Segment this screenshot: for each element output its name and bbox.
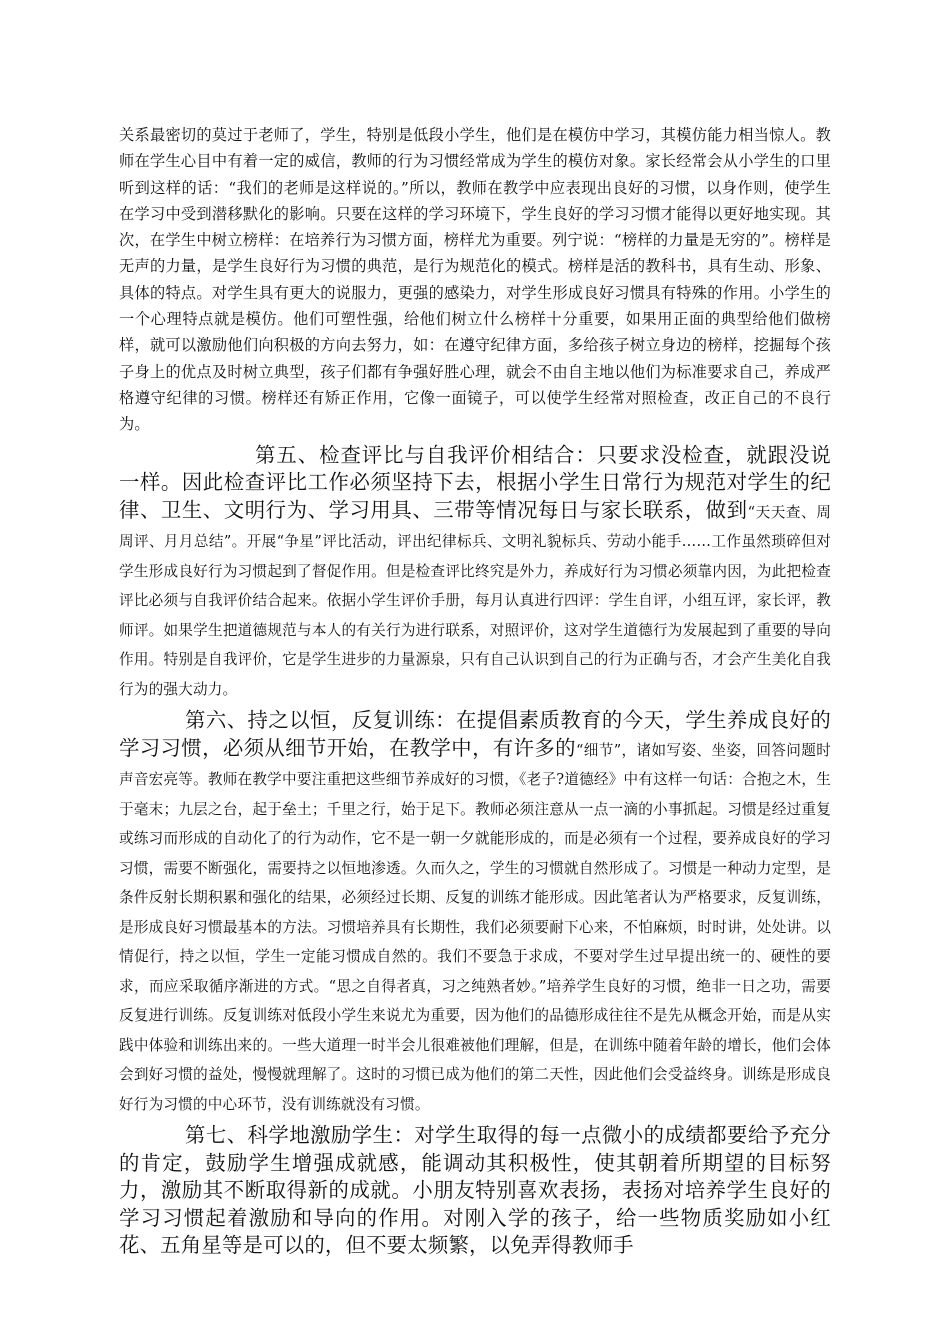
document-page (119, 122, 831, 1260)
section-5-body-text: “天天查、周周评、月月总结”。开展“争星”评比活动，评出纪律标兵、文明礼貌标兵、劳动小能手……工作虽然琐碎但对学生形成良好行为习惯起到了督促作用。但是检查评比终究是外力，养成好行为习惯必须靠内因，为此把检查评比必须与自我评价结合起来。依据小学生评价手册，每月认真进行四评：学生自评，小组互评，家长评，教师评。如果学生把道德规范与本人的有关行为进行联系，对照评价，这对学生道德行为发展起到了重要的导向作用。特别是自我评价，它是学生进步的力量源泉，只有自己认识到自己的行为正确与否，才会产生美化自我行为的强大动力。 (119, 503, 831, 698)
section-6-heading-text: 第六、持之以恒，反复训练：在提倡素质教育的今天，学生养成良好的学习习惯，必须从细节开始，在教学中，有许多的 (119, 708, 831, 760)
paragraph-section-7: 第七、科学地激励学生：对学生取得的每一点微小的成绩都要给予充分的肯定，鼓励学生增强成就感，能调动其积极性，使其朝着所期望的目标努力，激励其不断取得新的成就。小朋友特别喜欢表扬，表扬对培养学生良好的学习习惯起着激励和导向的作用。对刚入学的孩子，给一些物质奖励如小红花、五角星等是可以的，但不要太频繁，以免弄得教师手 (119, 1123, 831, 1258)
section-5-heading-text: 第五、检查评比与自我评价相结合：只要求没检查，就跟没说一样。因此检查评比工作必须坚持下去，根据小学生日常行为规范对学生的纪律、卫生、文明行为、学习用具、三带等情况每日与家长联系，做到 (119, 442, 831, 522)
section-6-body-text: “细节”，诸如写姿、坐姿，回答问题时声音宏亮等。教师在教学中要注重把这些细节养成好的习惯，《老子?道德经》中有这样一句话：合抱之木，生于毫末；九层之台，起于垒土；千里之行，始于足下。教师必须注意从一点一滴的小事抓起。习惯是经过重复或练习而形成的自动化了的行为动作，它不是一朝一夕就能形成的，而是必须有一个过程，要养成良好的学习习惯，需要不断强化，需要持之以恒地渗透。久而久之，学生的习惯就自然形成了。习惯是一种动力定型，是条件反射长期积累和强化的结果，必须经过长期、反复的训练才能形成。因此笔者认为严格要求，反复训练，是形成良好习惯最基本的方法。习惯培养具有长期性，我们必须要耐下心来，不怕麻烦，时时讲，处处讲。以情促行，持之以恒，学生一定能习惯成自然的。我们不要急于求成，不要对学生过早提出统一的、硬性的要求，而应采取循序渐进的方式。“思之自得者真，习之纯熟者妙。”培养学生良好的习惯，绝非一日之功，需要反复进行训练。反复训练对低段小学生来说尤为重要，因为他们的品德形成往往不是先从概念开始，而是从实践中体验和训练出来的。一些大道理一时半会儿很难被他们理解，但是，在训练中随着年龄的增长，他们会体会到好习惯的益处，慢慢就理解了。这时的习惯已成为他们的第二天性，因此他们会受益终身。训练是形成良好行为习惯的中心环节，没有训练就没有习惯。 (119, 741, 831, 1113)
paragraph-section-6 (119, 707, 831, 1118)
paragraph-section-5 (119, 442, 831, 704)
paragraph-role-models: 关系最密切的莫过于老师了，学生，特别是低段小学生，他们是在模仿中学习，其模仿能力相当惊人。教师在学生心目中有着一定的威信，教师的行为习惯经常成为学生的模仿对象。家长经常会从小学生的口里听到这样的话：“我们的老师是这样说的。”所以，教师在教学中应表现出良好的习惯，以身作则，使学生在学习中受到潜移默化的影响。只要在这样的学习环境下，学生良好的学习习惯才能得以更好地实现。其次，在学生中树立榜样：在培养行为习惯方面，榜样尤为重要。列宁说：“榜样的力量是无穷的”。榜样是无声的力量，是学生良好行为习惯的典范，是行为规范化的模式。榜样是活的教科书，具有生动、形象、具体的特点。对学生具有更大的说服力，更强的感染力，对学生形成良好习惯具有特殊的作用。小学生的一个心理特点就是模仿。他们可塑性强，给他们树立什么榜样十分重要，如果用正面的典型给他们做榜样，就可以激励他们向积极的方向去努力，如：在遵守纪律方面，多给孩子树立身边的榜样，挖掘每个孩子身上的优点及时树立典型，孩子们都有争强好胜心理，就会不由自主地以他们为标准要求自己，养成严格遵守纪律的习惯。榜样还有矫正作用，它像一面镜子，可以使学生经常对照检查，改正自己的不良行为。 (119, 126, 831, 434)
